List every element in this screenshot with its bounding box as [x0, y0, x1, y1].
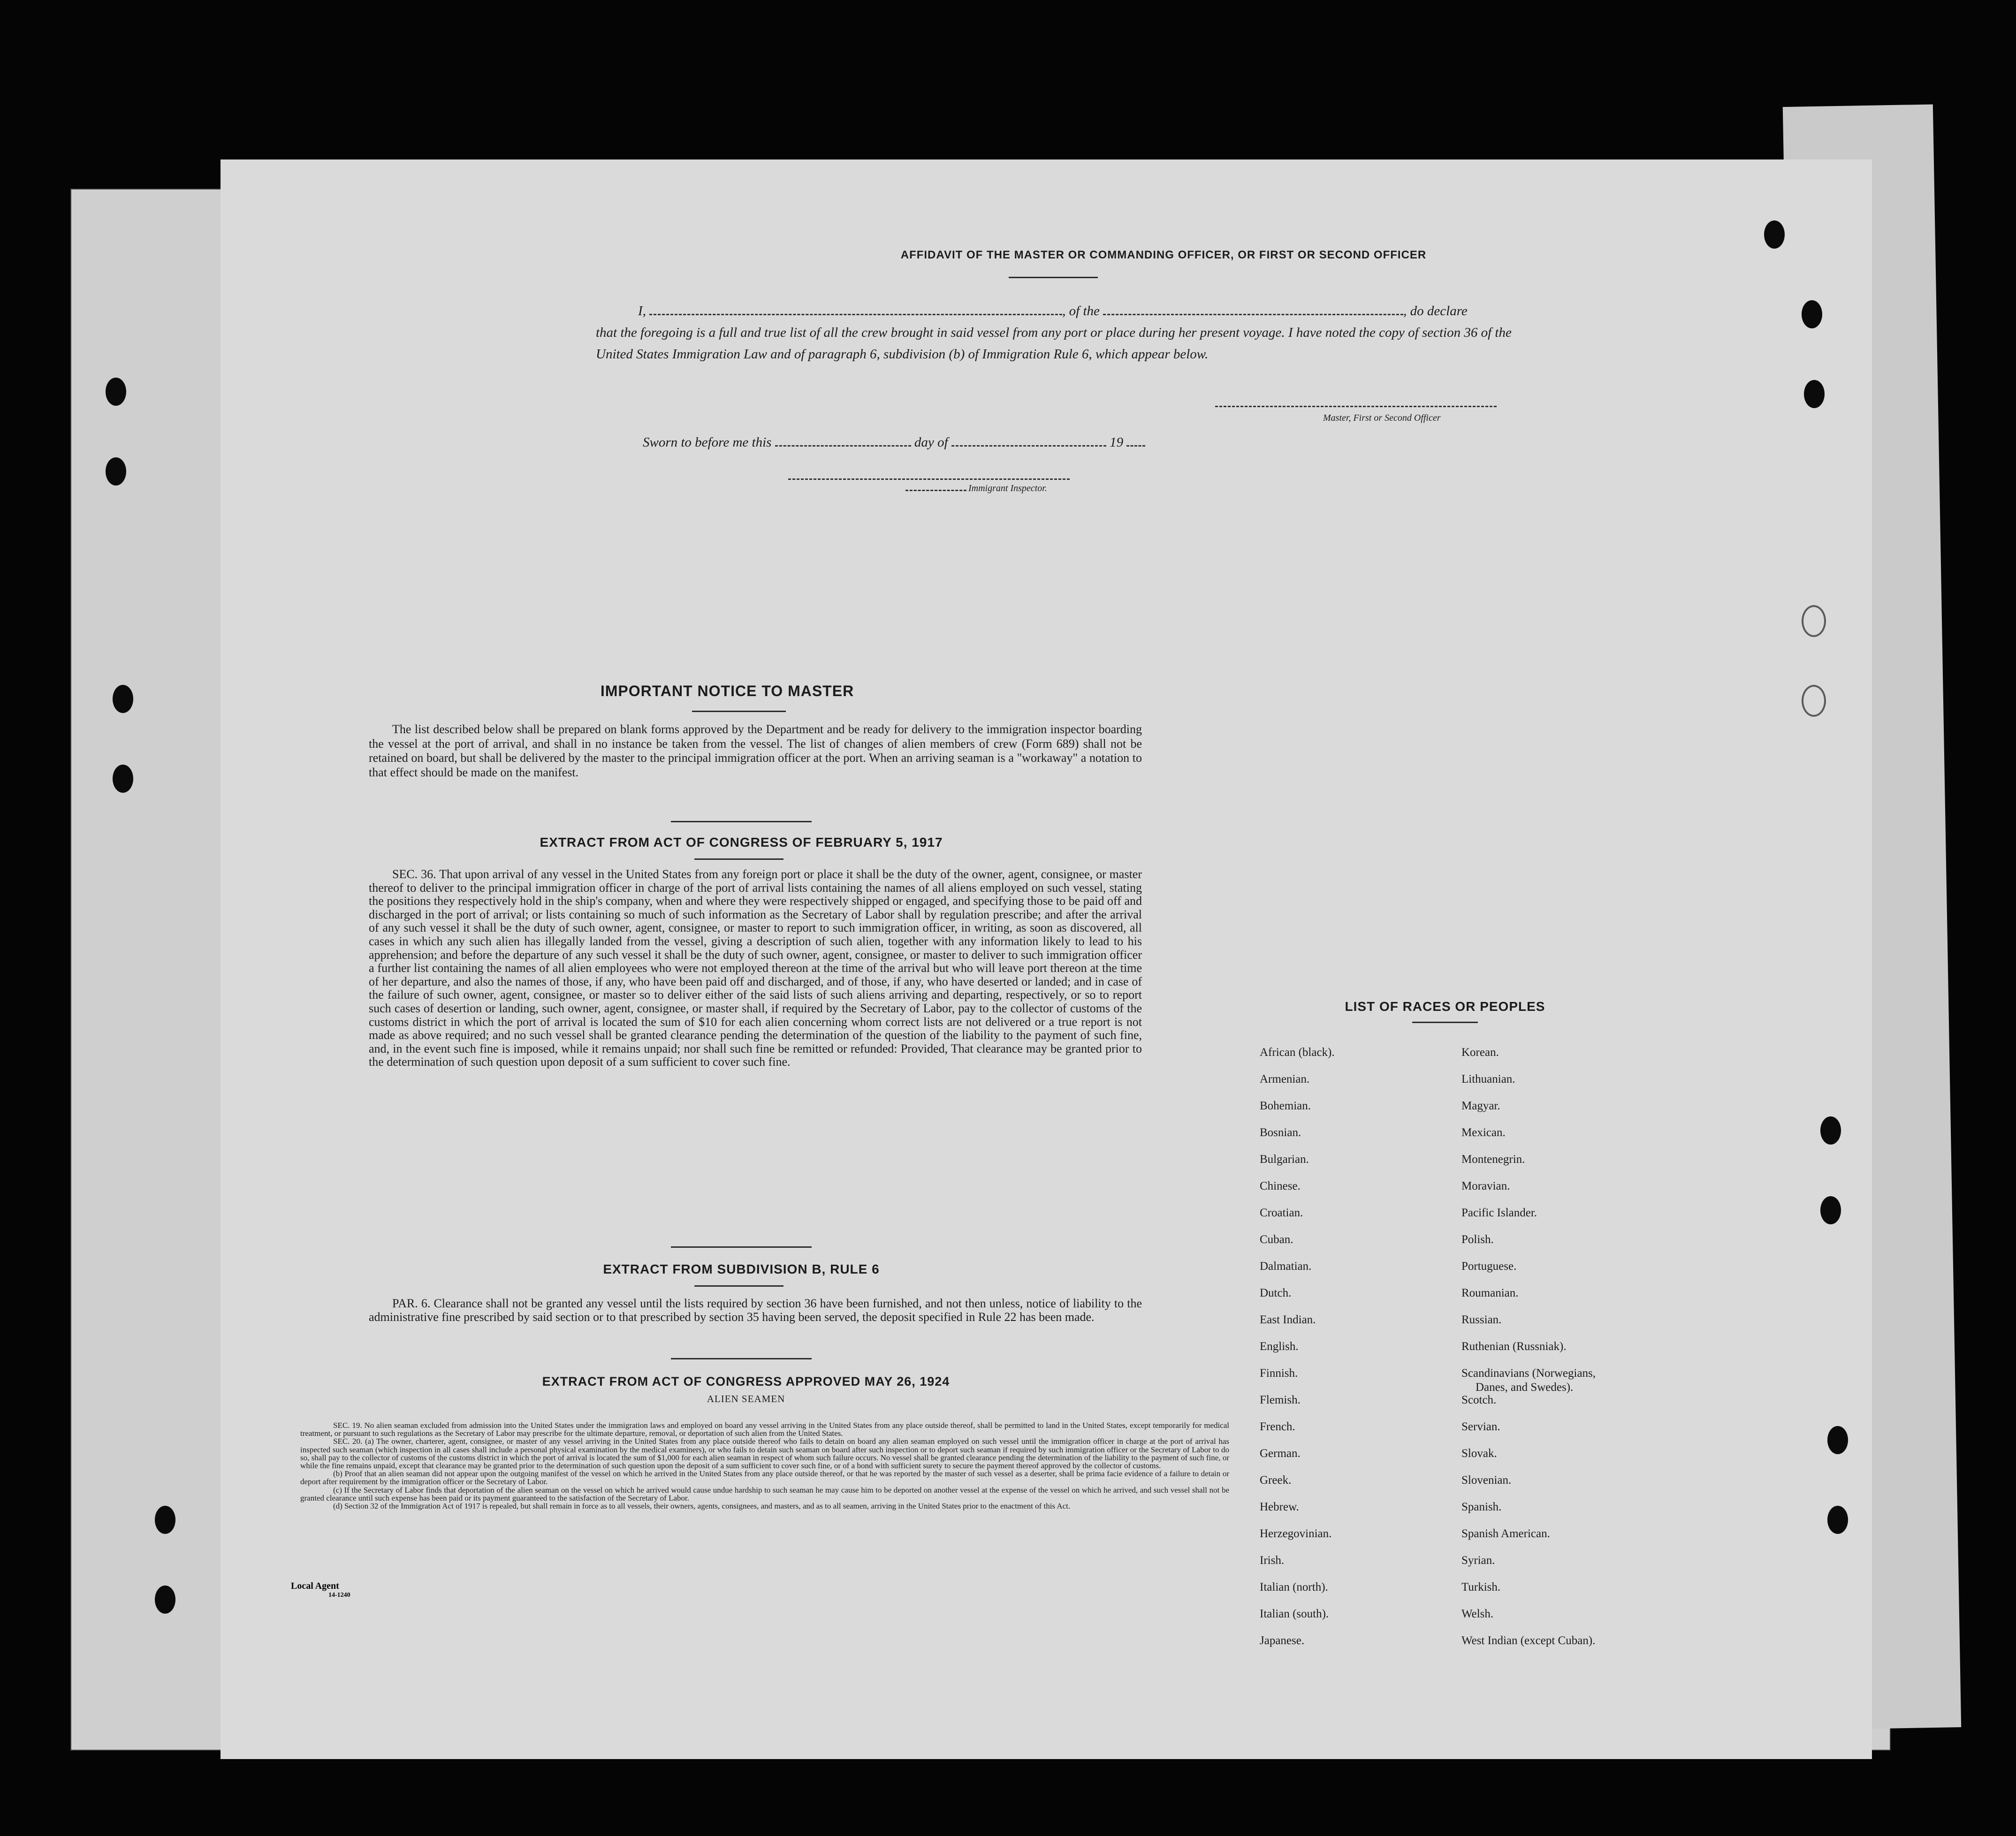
punch-hole — [1802, 605, 1826, 637]
divider — [1412, 1022, 1478, 1023]
section-20a-paragraph: SEC. 20. (a) The owner, charterer, agent, consignee, or master of any vessel arriving in the United States from any place outside thereof who fails to detain on board any alien seaman employed on such vessel until the immigration officer in charge at the port of arrival has inspected such seaman (which inspection in all cases shall include a personal physical examination by the medical examiners), or who fails to detain such seaman on board after such inspection or to deport such seaman if required by such immigration officer or the Secretary of Labor to do so, shall pay to the collector of customs of the customs district in which the port of arrival is located the sum of $1,000 for each alien seaman in respect of whom such failure occurs. No vessel shall be granted clearance pending the determination of the liability to the payment of such fine, or while the fine remains unpaid, except that clearance may be granted prior to the determination of such question upon the deposit of a sum sufficient to cover such fine, or of a bond with sufficient surety to secure the payment thereof approved by the collector of customs. — [300, 1437, 1229, 1471]
race-item: Bulgarian. — [1260, 1153, 1309, 1166]
extract-1924-text — [300, 1421, 1229, 1510]
race-item: Japanese. — [1260, 1634, 1305, 1647]
extract-rule6-title: EXTRACT FROM SUBDIVISION B, RULE 6 — [603, 1262, 880, 1276]
notice-text: The list described below shall be prepared on blank forms approved by the Department and be ready for delivery to the immigration inspector boarding the vessel at the port of arrival, and shall in no instance be taken from the vessel. The list of changes of alien members of crew (Form 689) shall not be retained on board, but shall be delivered by the master to the principal immigration officer at the port. When an arriving seaman is a "workaway" a notation to that effect should be made on the manifest. — [369, 722, 1142, 779]
extract-rule6-text: PAR. 6. Clearance shall not be granted any vessel until the lists required by section 36 have been furnished, and not then unless, notice of liability to the administrative fine prescribed by said section or to that prescribed by section 35 having been served, the deposit specified in Rule 22 has been made. — [369, 1297, 1142, 1324]
affidavit-title: AFFIDAVIT OF THE MASTER OR COMMANDING OFFICER, OR FIRST OR SECOND OFFICER — [900, 249, 1427, 261]
section-19-paragraph: SEC. 19. No alien seaman excluded from admission into the United States under the immigration laws and employed on board any vessel arriving in the United States from any place outside thereof, shall be permitted to land in the United States, except temporarily for medical treatment, or pursuant to such regulations as the Secretary of Labor may prescribe for the ultimate departure, removal, or deportation of such alien from the United States. — [300, 1421, 1229, 1438]
sworn-line — [643, 432, 1487, 453]
master-name-field[interactable] — [649, 314, 1062, 315]
race-item: Spanish. — [1461, 1501, 1502, 1513]
affidavit-statement: that the foregoing is a full and true list of all the crew brought in said vessel from any port or place during her present voyage. I have noted the copy of section 36 of the United States Immigration Law and of paragraph 6, subdivision (b) of Immigration Rule 6, which appear below. — [596, 325, 1512, 362]
race-item: Ruthenian (Russniak). — [1461, 1340, 1567, 1353]
punch-hole — [1827, 1426, 1848, 1454]
race-item: Syrian. — [1461, 1554, 1495, 1567]
race-item: English. — [1260, 1340, 1299, 1353]
race-item: Bosnian. — [1260, 1126, 1301, 1139]
race-item: Magyar. — [1461, 1100, 1500, 1112]
of-the-label: , of the — [1062, 303, 1100, 319]
race-item: Montenegrin. — [1461, 1153, 1525, 1166]
punch-hole — [1764, 220, 1785, 249]
punch-hole — [1802, 300, 1822, 328]
race-item: Herzegovinian. — [1260, 1527, 1332, 1540]
race-item: Russian. — [1461, 1313, 1502, 1326]
inspector-leader — [905, 490, 966, 491]
punch-hole — [155, 1586, 175, 1614]
sworn-day-field[interactable] — [775, 445, 911, 447]
extract-1924-subtitle: ALIEN SEAMEN — [707, 1393, 785, 1404]
race-item: West Indian (except Cuban). — [1461, 1634, 1596, 1647]
name-label: I, — [638, 303, 646, 319]
race-item: Slovak. — [1461, 1447, 1497, 1460]
do-declare-label: , do declare — [1403, 303, 1468, 319]
race-item: Moravian. — [1461, 1180, 1510, 1192]
affidavit-first-line — [596, 300, 1534, 322]
section-20d-paragraph: (d) Section 32 of the Immigration Act of 1917 is repealed, but shall remain in force as to all vessels, their owners, agents, consignees, and masters, and as to all seamen, arriving in the United States prior to the enactment of this Act. — [333, 1502, 1071, 1511]
race-item: Welsh. — [1461, 1608, 1494, 1620]
races-title: LIST OF RACES OR PEOPLES — [1345, 999, 1545, 1014]
race-item: Mexican. — [1461, 1126, 1506, 1139]
race-item: Hebrew. — [1260, 1501, 1299, 1513]
race-item: Turkish. — [1461, 1581, 1501, 1593]
race-item: Dalmatian. — [1260, 1260, 1312, 1273]
race-item: Italian (north). — [1260, 1581, 1328, 1593]
race-item: Dutch. — [1260, 1287, 1292, 1299]
race-item: Slovenian. — [1461, 1474, 1512, 1487]
punch-hole — [113, 765, 133, 793]
vessel-name-field[interactable] — [1103, 314, 1403, 315]
race-item: Roumanian. — [1461, 1287, 1519, 1299]
sworn-month-field[interactable] — [951, 445, 1106, 447]
divider — [694, 1285, 784, 1287]
punch-hole — [1802, 685, 1826, 717]
race-item: French. — [1260, 1420, 1295, 1433]
back-sheet-footer — [291, 1581, 350, 1599]
race-item: Croatian. — [1260, 1206, 1303, 1219]
punch-hole — [106, 378, 126, 406]
race-item: Spanish American. — [1461, 1527, 1550, 1540]
race-item: Cuban. — [1260, 1233, 1293, 1246]
race-item: Danes, and Swedes). — [1476, 1381, 1574, 1394]
race-item: Greek. — [1260, 1474, 1292, 1487]
race-item: Servian. — [1461, 1420, 1500, 1433]
extract-1917-text: SEC. 36. That upon arrival of any vessel in the United States from any foreign port or place it shall be the duty of the owner, agent, consignee, or master thereof to deliver to the principal immigration officer in charge of the port of arrival lists containing the names of all aliens employed on such vessel, stating the positions they respectively hold in the ship's company, when and where they were respectively shipped or engaged, and specifying those to be paid off and discharged in the port of arrival; or lists containing so much of such information as the Secretary of Labor shall by regulation prescribe; and after the arrival of any such vessel it shall be the duty of such owner, agent, consignee, or master to report to such immigration officer, in writing, as soon as discovered, all cases in which any such alien has illegally landed from the vessel, giving a description of such alien, together with any information likely to lead to his apprehension; and before the departure of any such vessel it shall be the duty of such owner, agent, consignee, or master to deliver to such immigration officer a further list containing the names of all alien employees who were not employed thereon at the time of the arrival but who will leave port thereon at the time of her departure, and also the names of those, if any, who have been paid off and discharged, and of those, if any, who have deserted or landed; and in case of the failure of such owner, agent, consignee, or master so to deliver either of the said lists of such aliens arriving and departing, respectively, or so to report such cases of desertion or landing, such owner, agent, consignee, or master shall, if required by the Secretary of Labor, pay to the collector of customs of the customs district in which the port of arrival is located the sum of $10 for each alien concerning whom correct lists are not delivered or a true report is not made as above required; and no such vessel shall be granted clearance pending the determination of the question of the liability to the payment of such fine, and, in the event such fine is imposed, while it remains unpaid; nor shall such fine be remitted or refunded: Provided, That clearance may be granted prior to the determination of such question upon deposit of a sum sufficient to cover such fine. — [369, 867, 1142, 1069]
master-signature-line[interactable] — [1215, 406, 1497, 407]
inspector-label: Immigrant Inspector. — [968, 483, 1047, 493]
race-item: Scandinavians (Norwegians, — [1461, 1367, 1596, 1380]
inspector-signature-line[interactable] — [788, 478, 1070, 480]
year-label: 19 — [1110, 435, 1124, 450]
race-item: Bohemian. — [1260, 1100, 1311, 1112]
race-item: Armenian. — [1260, 1073, 1310, 1085]
footer-label: Local Agent — [291, 1581, 339, 1591]
notice-title: IMPORTANT NOTICE TO MASTER — [600, 683, 854, 699]
affidavit-document — [221, 159, 1872, 1759]
race-item: Lithuanian. — [1461, 1073, 1515, 1085]
race-item: Finnish. — [1260, 1367, 1298, 1380]
punch-hole — [1827, 1506, 1848, 1534]
race-item: Korean. — [1461, 1046, 1499, 1059]
race-item: German. — [1260, 1447, 1301, 1460]
race-item: Flemish. — [1260, 1394, 1301, 1406]
race-item: Italian (south). — [1260, 1608, 1329, 1620]
race-item: East Indian. — [1260, 1313, 1316, 1326]
punch-hole — [113, 685, 133, 713]
extract-1917-title: EXTRACT FROM ACT OF CONGRESS OF FEBRUARY 5, 1917 — [540, 835, 943, 850]
race-item: African (black). — [1260, 1046, 1335, 1059]
affidavit-statement-block — [596, 300, 1534, 365]
footer-code: 14-1240 — [328, 1592, 350, 1599]
extract-1924-title: EXTRACT FROM ACT OF CONGRESS APPROVED MAY 26, 1924 — [542, 1374, 950, 1388]
punch-hole — [1804, 380, 1825, 408]
divider — [1009, 277, 1098, 278]
divider — [692, 711, 786, 712]
inspector-line — [905, 483, 1047, 494]
race-item: Polish. — [1461, 1233, 1494, 1246]
divider — [694, 858, 784, 860]
day-of-label: day of — [914, 435, 948, 450]
punch-hole — [106, 457, 126, 486]
divider — [671, 1246, 812, 1248]
race-item: Portuguese. — [1461, 1260, 1517, 1273]
punch-hole — [1820, 1196, 1841, 1224]
punch-hole — [155, 1506, 175, 1534]
section-20c-paragraph: (c) If the Secretary of Labor finds that deportation of the alien seaman on the vessel on which he arrived would cause undue hardship to such seaman he may cause him to be deported on another vessel at the expense of the vessel on which he arrived, and such vessel shall not be granted clearance until such expense has been paid or its payment guaranteed to the satisfaction of the Secretary of Labor. — [300, 1485, 1229, 1502]
divider — [671, 821, 812, 822]
divider — [671, 1358, 812, 1359]
sworn-label: Sworn to before me this — [643, 435, 772, 450]
section-20b-paragraph: (b) Proof that an alien seaman did not appear upon the outgoing manifest of the vessel on which he arrived in the United States from any place outside thereof, or that he was reported by the master of such vessel as a deserter, shall be prima facie evidence of a failure to detain or deport after requirement by the immigration officer or the Secretary of Labor. — [300, 1469, 1229, 1487]
race-item: Pacific Islander. — [1461, 1206, 1537, 1219]
sworn-year-field[interactable] — [1126, 445, 1145, 447]
race-item: Chinese. — [1260, 1180, 1301, 1192]
punch-hole — [1820, 1116, 1841, 1145]
race-item: Irish. — [1260, 1554, 1285, 1567]
race-item: Scotch. — [1461, 1394, 1497, 1406]
master-signature-label: Master, First or Second Officer — [1323, 413, 1441, 423]
